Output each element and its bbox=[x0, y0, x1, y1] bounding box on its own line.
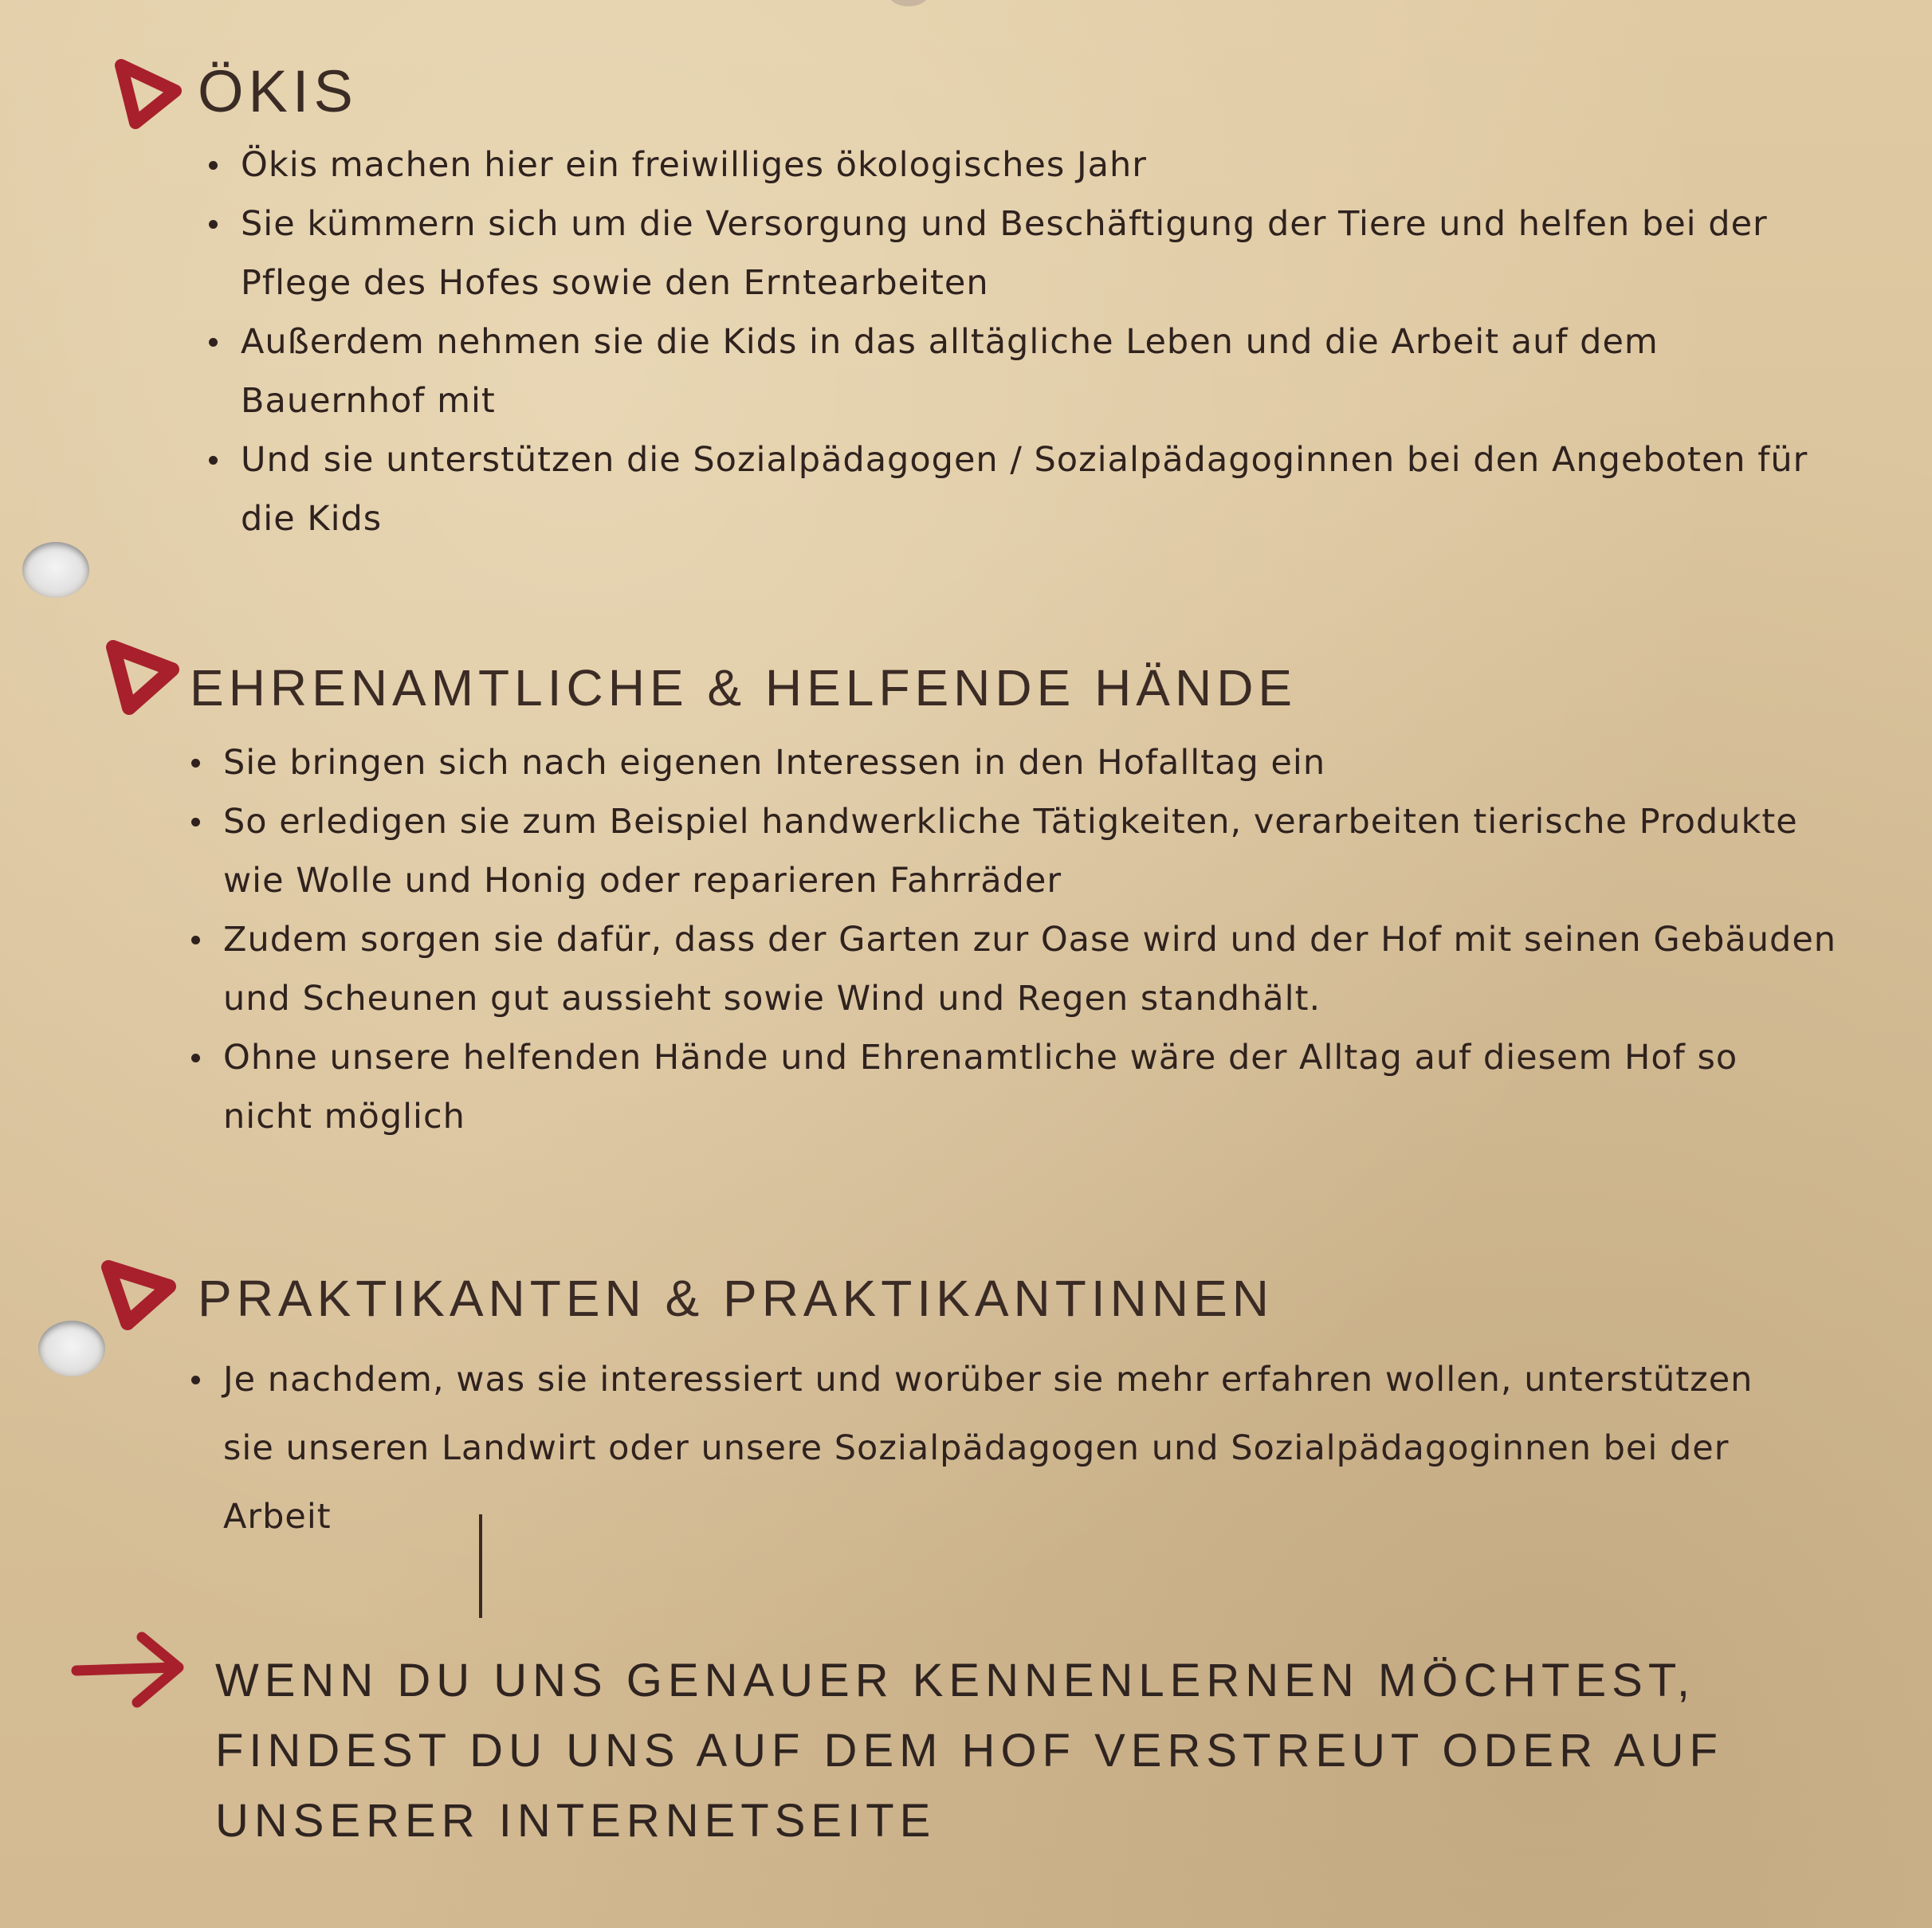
bullet-list bbox=[206, 135, 1840, 548]
section-heading: EHRENAMTLICHE & HELFENDE HÄNDE bbox=[190, 659, 1298, 717]
punch-hole-top bbox=[889, 0, 929, 6]
bullet-list bbox=[188, 733, 1838, 1146]
list-item: So erledigen sie zum Beispiel handwerkliche Tätigkeiten, verarbeiten tierische Produkte wie Wolle und Honig oder reparieren Fahrräder bbox=[188, 792, 1838, 910]
pen-stroke bbox=[479, 1514, 482, 1618]
triangle-marker-icon bbox=[99, 1259, 179, 1331]
bullet-dot bbox=[191, 936, 200, 944]
bullet-dot bbox=[191, 1376, 200, 1384]
closing-note: WENN DU UNS GENAUER KENNENLERNEN MÖCHTEST, FINDEST DU UNS AUF DEM HOF VERSTREUT ODER AUF UNSERER INTERNETSEITE bbox=[215, 1655, 1723, 1847]
bullet-dot bbox=[209, 161, 218, 170]
list-item: Außerdem nehmen sie die Kids in das alltägliche Leben und die Arbeit auf dem Bauernhof mit bbox=[206, 312, 1840, 430]
list-item: Sie bringen sich nach eigenen Interessen in den Hofalltag ein bbox=[188, 733, 1838, 792]
punch-hole-lower bbox=[38, 1321, 105, 1376]
triangle-marker-icon bbox=[102, 638, 182, 717]
section-heading: ÖKIS bbox=[198, 58, 358, 124]
bullet-list bbox=[188, 1345, 1782, 1551]
list-item: Ohne unsere helfenden Hände und Ehrenamtliche wäre der Alltag auf diesem Hof so nicht möglich bbox=[188, 1028, 1838, 1146]
triangle-marker-icon bbox=[112, 57, 183, 129]
arrow-right-icon bbox=[70, 1626, 190, 1714]
bullet-dot bbox=[209, 456, 218, 465]
bullet-dot bbox=[191, 759, 200, 768]
bullet-dot bbox=[209, 220, 218, 229]
bullet-dot bbox=[191, 818, 200, 827]
list-item: Je nachdem, was sie interessiert und worüber sie mehr erfahren wollen, unterstützen sie unseren Landwirt oder unsere Sozialpädagogen und Sozialpädagoginnen bei der Arbeit bbox=[188, 1345, 1782, 1551]
list-item: Ökis machen hier ein freiwilliges ökologisches Jahr bbox=[206, 135, 1840, 194]
list-item: Zudem sorgen sie dafür, dass der Garten zur Oase wird und der Hof mit seinen Gebäuden und Scheunen gut aussieht sowie Wind und Regen standhält. bbox=[188, 910, 1838, 1028]
punch-hole-upper bbox=[22, 542, 89, 598]
list-item: Sie kümmern sich um die Versorgung und Beschäftigung der Tiere und helfen bei der Pflege des Hofes sowie den Erntearbeiten bbox=[206, 194, 1840, 312]
section-heading: PRAKTIKANTEN & PRAKTIKANTINNEN bbox=[198, 1270, 1274, 1327]
bullet-dot bbox=[191, 1054, 200, 1062]
bullet-dot bbox=[209, 338, 218, 347]
list-item: Und sie unterstützen die Sozialpädagogen / Sozialpädagoginnen bei den Angeboten für die Kids bbox=[206, 430, 1840, 548]
